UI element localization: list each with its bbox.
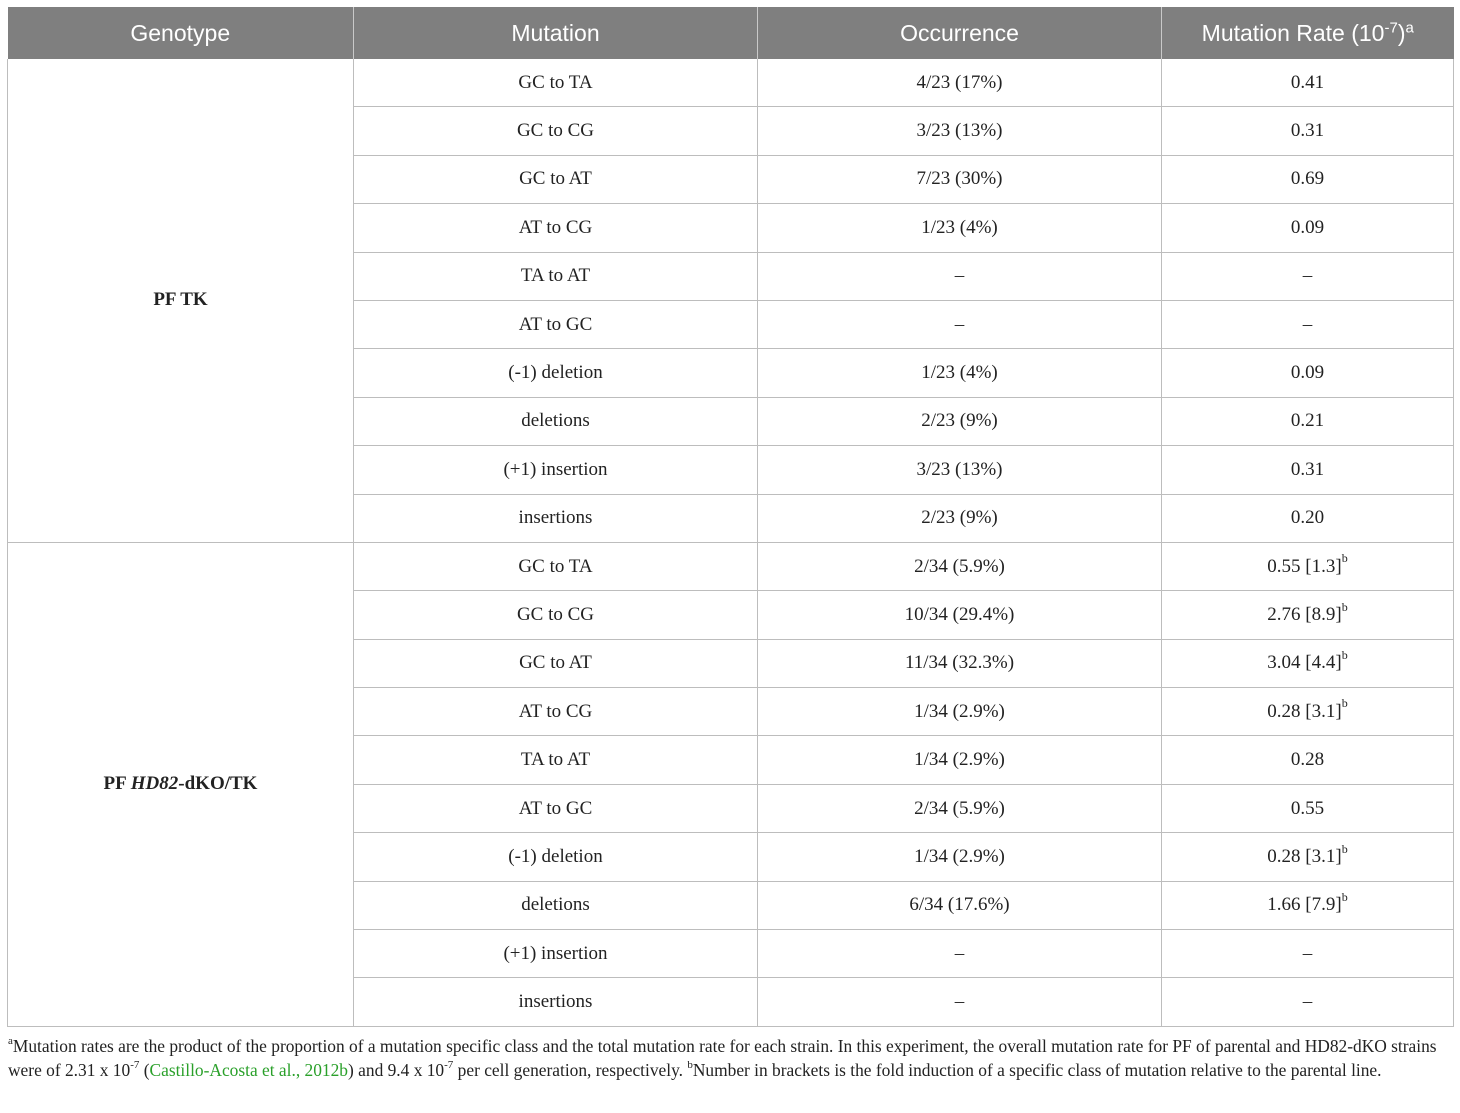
occurrence-cell: 1/23 (4%) (758, 204, 1162, 252)
footnote-text-2: ( (139, 1060, 150, 1080)
mutation-cell: (+1) insertion (354, 446, 758, 494)
footnote-mark: b (1341, 599, 1348, 614)
mutation-cell: TA to AT (354, 252, 758, 300)
mutation-rate-value: – (1302, 313, 1313, 335)
footnote-mark-a: a (8, 1035, 13, 1048)
mutation-rate-value: 0.28 [3.1] (1267, 845, 1342, 867)
mutation-rate-value: 0.28 (1290, 749, 1325, 771)
header-rate-text: Mutation Rate (10 (1201, 19, 1385, 46)
mutation-cell: GC to CG (354, 107, 758, 155)
mutation-rate-value: 0.41 (1290, 71, 1325, 93)
mutation-rate-cell (1162, 736, 1454, 784)
header-genotype: Genotype (8, 7, 354, 59)
occurrence-cell: – (758, 300, 1162, 348)
mutation-cell: GC to CG (354, 591, 758, 639)
occurrence-cell: 1/34 (2.9%) (758, 736, 1162, 784)
mutation-rate-value: – (1302, 265, 1313, 287)
occurrence-cell: 1/34 (2.9%) (758, 833, 1162, 881)
footnote-mark: b (1341, 551, 1348, 566)
mutation-rate-value: 0.55 (1290, 797, 1325, 819)
mutation-cell: GC to TA (354, 542, 758, 590)
genotype-suffix: -dKO/TK (178, 773, 258, 795)
mutation-rate-value: 1.66 [7.9] (1267, 894, 1342, 916)
mutation-rate-value: 0.21 (1290, 410, 1325, 432)
header-rate-close: ) (1397, 19, 1406, 46)
occurrence-cell: 6/34 (17.6%) (758, 881, 1162, 929)
header-mutation: Mutation (354, 7, 758, 59)
occurrence-cell: 7/23 (30%) (758, 155, 1162, 203)
mutation-rate-cell (1162, 349, 1454, 397)
mutation-cell: deletions (354, 397, 758, 445)
mutation-rate-cell (1162, 59, 1454, 107)
mutation-rate-cell (1162, 688, 1454, 736)
occurrence-cell: 3/23 (13%) (758, 446, 1162, 494)
occurrence-cell: – (758, 252, 1162, 300)
citation-link[interactable]: Castillo-Acosta et al., 2012b (149, 1060, 349, 1080)
footnote-text-5: Number in brackets is the fold induction of a specific class of mutation relative to the parental line. (692, 1060, 1382, 1080)
mutation-rate-cell (1162, 252, 1454, 300)
mutation-rate-cell (1162, 833, 1454, 881)
mutation-rate-cell (1162, 930, 1454, 978)
mutation-rate-value: 0.09 (1290, 362, 1325, 384)
footnote-text-1: Mutation rates are the product of the proportion of a mutation specific class and the total mutation rate for each strain. In this experiment, the overall mutation rate for PF of parental and HD82-dKO strains were of 2.31 x 10 (8, 1036, 1437, 1080)
occurrence-cell: 3/23 (13%) (758, 107, 1162, 155)
mutation-rate-cell (1162, 639, 1454, 687)
mutation-rate-value: 0.55 [1.3] (1267, 555, 1342, 577)
footnote-mark-b: b (687, 1059, 693, 1072)
occurrence-cell: – (758, 930, 1162, 978)
occurrence-cell: 1/34 (2.9%) (758, 688, 1162, 736)
header-row (8, 7, 1454, 59)
mutation-rate-cell (1162, 784, 1454, 832)
mutation-rate-value: 3.04 [4.4] (1267, 652, 1342, 674)
footnote-exponent-1: -7 (130, 1059, 140, 1072)
mutation-cell: AT to GC (354, 300, 758, 348)
header-occurrence: Occurrence (758, 7, 1162, 59)
mutation-cell: GC to AT (354, 639, 758, 687)
mutation-cell: deletions (354, 881, 758, 929)
mutation-rate-table (7, 7, 1454, 1027)
mutation-rate-cell (1162, 204, 1454, 252)
genotype-italic: HD82 (130, 773, 179, 795)
occurrence-cell: 2/23 (9%) (758, 494, 1162, 542)
mutation-cell: insertions (354, 494, 758, 542)
mutation-rate-cell (1162, 591, 1454, 639)
mutation-cell: TA to AT (354, 736, 758, 784)
genotype-cell (8, 542, 354, 1026)
mutation-cell: (-1) deletion (354, 349, 758, 397)
mutation-rate-value: 0.28 [3.1] (1267, 700, 1342, 722)
mutation-cell: GC to TA (354, 59, 758, 107)
occurrence-cell: 10/34 (29.4%) (758, 591, 1162, 639)
mutation-rate-cell (1162, 300, 1454, 348)
mutation-rate-value: 0.31 (1290, 458, 1325, 480)
mutation-cell: AT to CG (354, 688, 758, 736)
table-footnote (8, 1034, 1456, 1082)
mutation-cell: insertions (354, 978, 758, 1026)
genotype-cell: PF TK (8, 59, 354, 542)
mutation-cell: (+1) insertion (354, 930, 758, 978)
mutation-rate-cell (1162, 155, 1454, 203)
table-row (8, 59, 1454, 107)
footnote-text-4: per cell generation, respectively. (453, 1060, 688, 1080)
mutation-rate-value: 0.09 (1290, 216, 1325, 238)
footnote-mark: b (1341, 696, 1348, 711)
mutation-rate-value: – (1302, 991, 1313, 1013)
mutation-cell: (-1) deletion (354, 833, 758, 881)
mutation-rate-cell (1162, 494, 1454, 542)
occurrence-cell: 1/23 (4%) (758, 349, 1162, 397)
table-body (8, 59, 1454, 1026)
mutation-rate-value: – (1302, 942, 1313, 964)
occurrence-cell: – (758, 978, 1162, 1026)
occurrence-cell: 11/34 (32.3%) (758, 639, 1162, 687)
footnote-mark: b (1341, 648, 1348, 663)
footnote-mark: b (1341, 890, 1348, 904)
header-rate-exponent: -7 (1384, 18, 1398, 36)
occurrence-cell: 4/23 (17%) (758, 59, 1162, 107)
mutation-cell: GC to AT (354, 155, 758, 203)
header-mutation-rate (1162, 7, 1454, 59)
occurrence-cell: 2/23 (9%) (758, 397, 1162, 445)
header-rate-footnote-mark: a (1405, 18, 1414, 36)
occurrence-cell: 2/34 (5.9%) (758, 542, 1162, 590)
footnote-text-3: ) and 9.4 x 10 (348, 1060, 445, 1080)
occurrence-cell: 2/34 (5.9%) (758, 784, 1162, 832)
mutation-rate-cell (1162, 881, 1454, 929)
mutation-rate-cell (1162, 542, 1454, 590)
mutation-rate-cell (1162, 978, 1454, 1026)
table-row (8, 542, 1454, 590)
mutation-cell: AT to GC (354, 784, 758, 832)
mutation-rate-cell (1162, 446, 1454, 494)
mutation-rate-cell (1162, 397, 1454, 445)
mutation-rate-value: 0.69 (1290, 168, 1325, 190)
mutation-rate-value: 2.76 [8.9] (1267, 603, 1342, 625)
mutation-rate-value: 0.31 (1290, 120, 1325, 142)
footnote-mark: b (1341, 841, 1348, 856)
genotype-prefix: PF (103, 773, 131, 795)
mutation-rate-value: 0.20 (1290, 507, 1325, 529)
mutation-rate-cell (1162, 107, 1454, 155)
footnote-exponent-2: -7 (444, 1059, 454, 1072)
mutation-cell: AT to CG (354, 204, 758, 252)
